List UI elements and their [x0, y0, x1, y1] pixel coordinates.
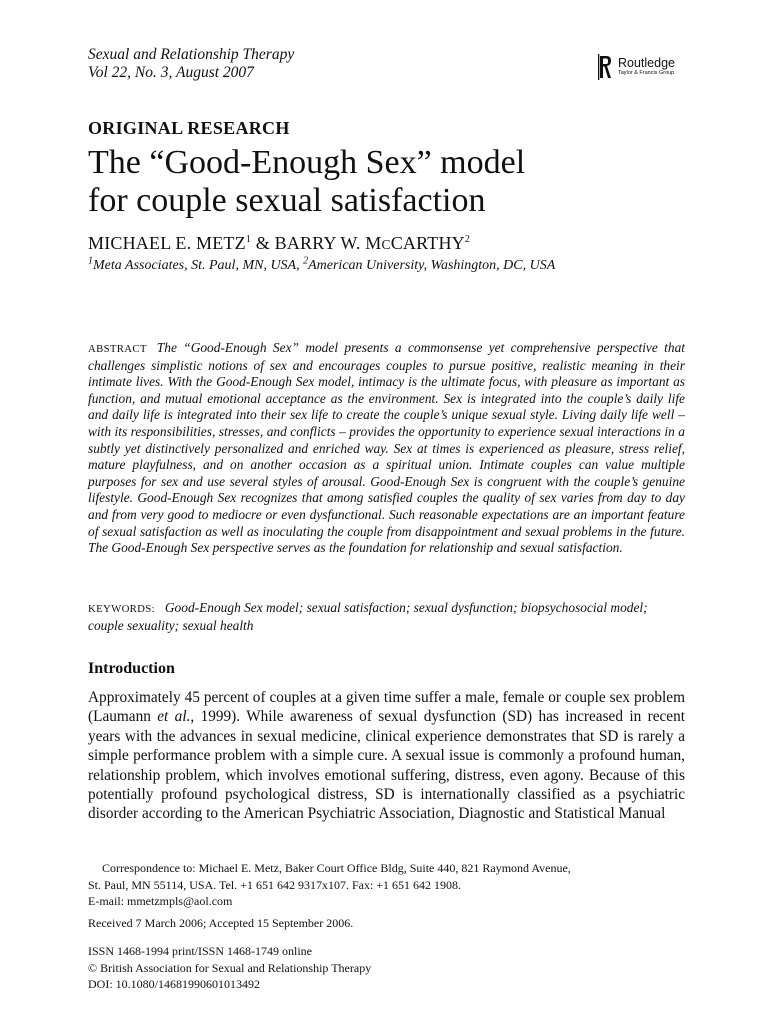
intro-text-2: , 1999). While awareness of sexual dysfunction (SD) has increased in recent years with the advances in sexual medicine, clinical experience demonstrates that SD is rarely a simple performance problem with a simple cure. A sexual issue is commonly a profound human, relationship problem, which involves emotional suffering, distress, even agony. Because of this potentially profound psychological distress, SD is internationally classified as a psychiatric disorder according to the American Psychiatric Association, Diagnostic and Statistical Manual	[88, 708, 685, 823]
correspondence	[88, 860, 685, 910]
intro-text-1: Approximately 45 percent of couples at a given time suffer a male, female or couple sex problem (Laumann	[88, 689, 685, 726]
journal-name: Sexual and Relationship Therapy	[88, 46, 295, 63]
author-1: MICHAEL E. METZ	[88, 233, 246, 253]
author-list	[88, 233, 470, 254]
author-1-affiliation-mark: 1	[245, 234, 252, 245]
abstract-label: ABSTRACT	[88, 343, 147, 355]
author-2-small-cap: C	[381, 237, 391, 252]
keywords-label: KEYWORDS:	[88, 603, 155, 615]
title-line-1: The “Good-Enough Sex” model	[88, 144, 526, 181]
introduction-paragraph	[88, 688, 685, 824]
copyright: © British Association for Sexual and Relationship Therapy	[88, 960, 372, 975]
doi[interactable]: DOI: 10.1080/14681990601013492	[88, 977, 260, 991]
section-label: ORIGINAL RESEARCH	[88, 118, 290, 138]
article-title	[88, 144, 525, 220]
issn: ISSN 1468-1994 print/ISSN 1468-1749 online	[88, 944, 313, 958]
keywords	[88, 600, 685, 634]
journal-volume: Vol 22, No. 3, August 2007	[88, 64, 254, 81]
correspondence-line-1: Correspondence to: Michael E. Metz, Baker Court Office Bldg, Suite 440, 821 Raymond Avenue,	[102, 861, 571, 875]
publisher-group: Taylor & Francis Group	[618, 70, 675, 76]
title-line-2: for couple sexual satisfaction	[88, 182, 486, 219]
affiliation-2-mark: 2	[303, 255, 309, 267]
publisher-logo	[598, 54, 675, 80]
affiliation-1-mark: 1	[88, 255, 93, 267]
keywords-text: Good-Enough Sex model; sexual satisfaction; sexual dysfunction; biopsychosocial model; couple sexuality; sexual health	[88, 600, 648, 633]
abstract	[88, 340, 685, 557]
author-2-prefix: & BARRY W. M	[255, 233, 382, 253]
routledge-r-logo-icon	[598, 54, 613, 80]
correspondence-email[interactable]: E-mail: mmetzmpls@aol.com	[88, 894, 233, 908]
author-2-affiliation-mark: 2	[464, 234, 471, 245]
abstract-text: The “Good-Enough Sex” model presents a commonsense yet comprehensive perspective that challenges simplistic notions of sex and encourages couples to pursue positive, realistic meaning in their intimate lives. With the Good-Enough Sex model, intimacy is the ultimate focus, with pleasure as important as function, and mutual emotional acceptance as the environment. Sex is integrated into the couple’s daily life and daily life is integrated into their sex life to create the couple’s unique sexual style. Living daily life well – with its responsibilities, stresses, and conflicts – provides the opportunity to experience sexual interactions in a subtly yet distinctively personalized and enriched way. Sex at times is experienced as pleasure, stress relief, mature playfulness, and on another occasion as a spiritual union. Intimate couples can value multiple purposes for sex and use several styles of arousal. Good-Enough Sex is congruent with the couple’s genuine lifestyle. Good-Enough Sex recognizes that among satisfied couples the quality of sex varies from day to day and from very good to mediocre or even dysfunctional. Such reasonable expectations are an important feature of sexual satisfaction as well as inoculating the couple from disappointment and sexual problems in the future. The Good-Enough Sex perspective serves as the foundation for relationship and sexual satisfaction.	[88, 340, 685, 556]
section-heading-introduction: Introduction	[88, 660, 175, 677]
publisher-name: Routledge	[618, 56, 675, 70]
author-2-surname: CARTHY	[390, 233, 465, 253]
received-dates: Received 7 March 2006; Accepted 15 September 2006.	[88, 916, 354, 930]
journal-header	[88, 46, 294, 82]
affiliations	[88, 255, 556, 274]
publication-info	[88, 943, 371, 993]
affiliation-2: American University, Washington, DC, USA	[308, 258, 556, 273]
citation-et-al: et al.	[157, 708, 191, 726]
introduction-body	[88, 688, 685, 824]
correspondence-line-2: St. Paul, MN 55114, USA. Tel. +1 651 642 9317x107. Fax: +1 651 642 1908.	[88, 877, 462, 892]
affiliation-1: Meta Associates, St. Paul, MN, USA,	[93, 258, 304, 273]
